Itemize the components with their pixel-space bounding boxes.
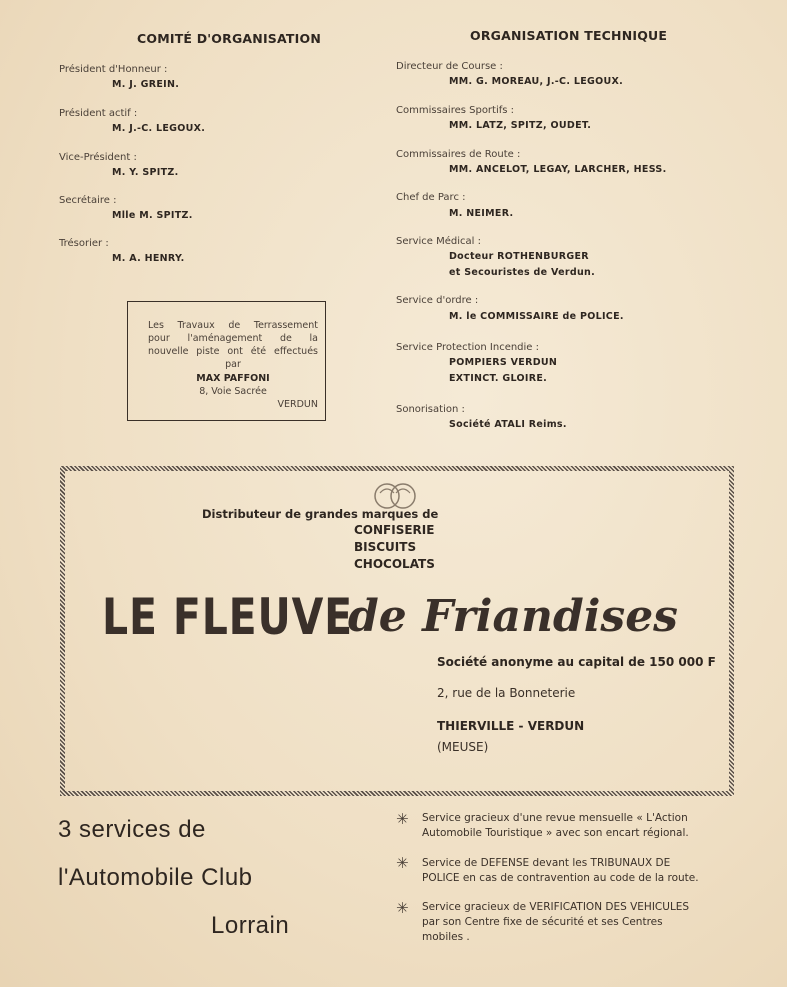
service-text: mobiles . xyxy=(422,931,470,943)
comite-name: M. J. GREIN. xyxy=(112,79,180,90)
comite-role: Président d'Honneur : xyxy=(59,64,168,75)
friandises-advert xyxy=(60,466,734,796)
technique-name: MM. LATZ, SPITZ, OUDET. xyxy=(449,120,592,131)
technique-name-cont: EXTINCT. GLOIRE. xyxy=(449,373,548,384)
technique-role: Commissaires Sportifs : xyxy=(396,105,515,116)
technique-role: Directeur de Course : xyxy=(396,61,503,72)
service-text: POLICE en cas de contravention au code de la route. xyxy=(422,872,699,884)
service-text: Automobile Touristique » avec son encart régional. xyxy=(422,827,689,839)
ad-product: BISCUITS xyxy=(354,540,417,554)
ad-street: 2, rue de la Bonneterie xyxy=(437,686,576,700)
terrassement-credit-box xyxy=(127,301,326,421)
service-text: Service de DEFENSE devant les TRIBUNAUX DE xyxy=(422,857,671,869)
service-text: Service gracieux de VERIFICATION DES VEHICULES xyxy=(422,901,690,913)
credit-line: par xyxy=(225,359,241,370)
asterisk-icon: ✳ xyxy=(396,810,409,828)
ad-distributor-line: Distributeur de grandes marques de xyxy=(202,507,439,521)
credit-line: pour l'aménagement de la xyxy=(148,333,318,344)
credit-line: nouvelle piste ont été effectués xyxy=(148,346,318,357)
technique-name: MM. G. MOREAU, J.-C. LEGOUX. xyxy=(449,76,624,87)
technique-name: MM. ANCELOT, LEGAY, LARCHER, HESS. xyxy=(449,164,667,175)
comite-role: Secrétaire : xyxy=(59,195,117,206)
brand-name-script: de Friandises xyxy=(348,591,678,642)
technique-name-cont: et Secouristes de Verdun. xyxy=(449,267,595,278)
asterisk-icon: ✳ xyxy=(396,899,409,917)
ad-product: CONFISERIE xyxy=(354,523,435,537)
credit-line: Les Travaux de Terrassement xyxy=(148,320,318,331)
technique-role: Chef de Parc : xyxy=(396,192,466,203)
ad-product: CHOCOLATS xyxy=(354,557,435,571)
comite-name: M. A. HENRY. xyxy=(112,253,185,264)
technique-name: Société ATALI Reims. xyxy=(449,419,567,430)
service-text: Service gracieux d'une revue mensuelle « L'Action xyxy=(422,812,688,824)
comite-role: Président actif : xyxy=(59,108,138,119)
credit-city: VERDUN xyxy=(277,399,318,410)
technique-name: Docteur ROTHENBURGER xyxy=(449,251,589,262)
technique-name: M. NEIMER. xyxy=(449,208,514,219)
service-text: par son Centre fixe de sécurité et ses Centres xyxy=(422,916,663,928)
technique-name: POMPIERS VERDUN xyxy=(449,357,558,368)
brand-name-main: LE FLEUVE xyxy=(102,588,353,646)
comite-role: Vice-Président : xyxy=(59,152,137,163)
technique-title: ORGANISATION TECHNIQUE xyxy=(470,28,668,43)
technique-role: Service d'ordre : xyxy=(396,295,479,306)
comite-title: COMITÉ D'ORGANISATION xyxy=(137,31,321,46)
technique-role: Service Protection Incendie : xyxy=(396,342,540,353)
credit-address: 8, Voie Sacrée xyxy=(199,386,267,397)
comite-name: M. Y. SPITZ. xyxy=(112,167,179,178)
technique-role: Commissaires de Route : xyxy=(396,149,521,160)
asterisk-icon: ✳ xyxy=(396,854,409,872)
acl-title-line: l'Automobile Club xyxy=(58,864,253,891)
ad-region: (MEUSE) xyxy=(437,740,489,754)
technique-role: Sonorisation : xyxy=(396,404,465,415)
acl-title-line: Lorrain xyxy=(211,912,290,939)
technique-name: M. le COMMISSAIRE de POLICE. xyxy=(449,311,624,322)
comite-name: M. J.-C. LEGOUX. xyxy=(112,123,206,134)
ad-city: THIERVILLE - VERDUN xyxy=(437,719,585,733)
credit-company: MAX PAFFONI xyxy=(196,373,270,384)
ad-capital: Société anonyme au capital de 150 000 F xyxy=(437,655,716,669)
acl-title-line: 3 services de xyxy=(58,816,206,843)
technique-role: Service Médical : xyxy=(396,236,481,247)
comite-name: Mlle M. SPITZ. xyxy=(112,210,193,221)
comite-role: Trésorier : xyxy=(59,238,109,249)
